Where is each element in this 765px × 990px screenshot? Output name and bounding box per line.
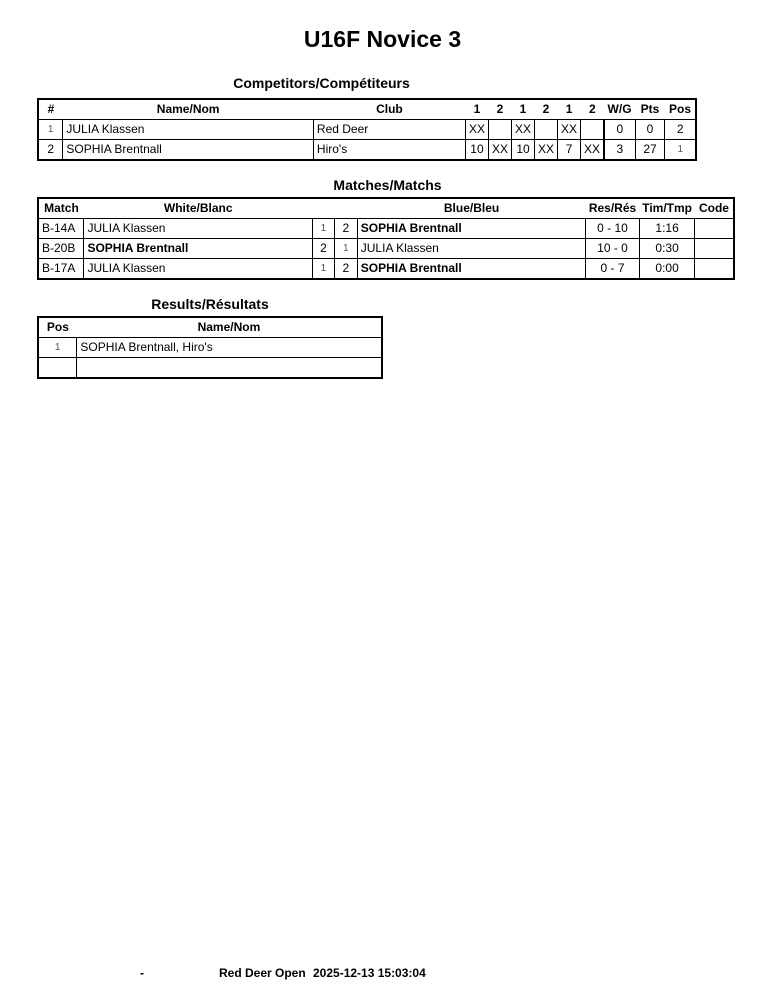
round-score bbox=[535, 120, 558, 140]
col-name: Name/Nom bbox=[77, 317, 382, 338]
competitors-table bbox=[37, 98, 697, 161]
table-row bbox=[38, 140, 696, 161]
match-result: 0 - 10 bbox=[586, 219, 639, 239]
round-score: 10 bbox=[465, 140, 488, 161]
blue-num: 2 bbox=[334, 259, 357, 280]
match-result: 10 - 0 bbox=[586, 239, 639, 259]
footer-event: Red Deer Open bbox=[219, 966, 306, 980]
competitor-wins: 3 bbox=[604, 140, 635, 161]
table-row bbox=[38, 239, 734, 259]
col-r4: 2 bbox=[535, 99, 558, 120]
white-num: 1 bbox=[313, 219, 335, 239]
result-name: SOPHIA Brentnall, Hiro's bbox=[77, 338, 382, 358]
competitor-num: 2 bbox=[38, 140, 63, 161]
competitor-pos: 2 bbox=[665, 120, 696, 140]
col-r5: 1 bbox=[558, 99, 581, 120]
result-name bbox=[77, 358, 382, 379]
col-pos: Pos bbox=[665, 99, 696, 120]
competitor-name: SOPHIA Brentnall bbox=[63, 140, 314, 161]
match-time: 0:00 bbox=[639, 259, 695, 280]
col-pos: Pos bbox=[38, 317, 77, 338]
matches-header-row bbox=[38, 198, 734, 219]
competitor-wins: 0 bbox=[604, 120, 635, 140]
footer-datetime: 2025-12-13 15:03:04 bbox=[313, 966, 426, 980]
competitor-pts: 0 bbox=[635, 120, 665, 140]
col-wins: W/G bbox=[604, 99, 635, 120]
col-white: White/Blanc bbox=[84, 198, 313, 219]
round-score: XX bbox=[488, 140, 511, 161]
round-score: XX bbox=[512, 120, 535, 140]
competitor-pts: 27 bbox=[635, 140, 665, 161]
table-row bbox=[38, 219, 734, 239]
blue-name: JULIA Klassen bbox=[357, 239, 586, 259]
table-row bbox=[38, 259, 734, 280]
round-score: XX bbox=[558, 120, 581, 140]
match-code bbox=[695, 239, 734, 259]
competitor-club: Hiro's bbox=[313, 140, 465, 161]
results-table bbox=[37, 316, 383, 379]
match-time: 1:16 bbox=[639, 219, 695, 239]
col-r3: 1 bbox=[512, 99, 535, 120]
round-score: 7 bbox=[558, 140, 581, 161]
results-heading: Results/Résultats bbox=[151, 296, 269, 312]
page-title: U16F Novice 3 bbox=[303, 26, 462, 52]
blue-num: 1 bbox=[334, 239, 357, 259]
blue-name: SOPHIA Brentnall bbox=[357, 259, 586, 280]
blue-name: SOPHIA Brentnall bbox=[357, 219, 586, 239]
competitors-heading: Competitors/Compétiteurs bbox=[233, 75, 410, 91]
round-score bbox=[581, 120, 605, 140]
result-pos: 1 bbox=[38, 338, 77, 358]
result-pos bbox=[38, 358, 77, 379]
col-pts: Pts bbox=[635, 99, 665, 120]
match-code bbox=[695, 259, 734, 280]
col-blue: Blue/Bleu bbox=[357, 198, 586, 219]
white-name: SOPHIA Brentnall bbox=[84, 239, 313, 259]
col-r2: 2 bbox=[488, 99, 511, 120]
matches-heading: Matches/Matchs bbox=[333, 177, 442, 193]
table-row bbox=[38, 338, 382, 358]
competitor-num: 1 bbox=[38, 120, 63, 140]
match-result: 0 - 7 bbox=[586, 259, 639, 280]
round-score: XX bbox=[465, 120, 488, 140]
white-name: JULIA Klassen bbox=[84, 259, 313, 280]
competitor-club: Red Deer bbox=[313, 120, 465, 140]
col-num: # bbox=[38, 99, 63, 120]
round-score: 10 bbox=[512, 140, 535, 161]
col-code: Code bbox=[695, 198, 734, 219]
competitor-name: JULIA Klassen bbox=[63, 120, 314, 140]
match-id: B-17A bbox=[38, 259, 84, 280]
results-header-row bbox=[38, 317, 382, 338]
match-code bbox=[695, 219, 734, 239]
round-score: XX bbox=[581, 140, 605, 161]
table-row bbox=[38, 358, 382, 379]
col-match: Match bbox=[38, 198, 84, 219]
white-num: 1 bbox=[313, 259, 335, 280]
col-club: Club bbox=[313, 99, 465, 120]
match-time: 0:30 bbox=[639, 239, 695, 259]
col-time: Tim/Tmp bbox=[639, 198, 695, 219]
white-num: 2 bbox=[313, 239, 335, 259]
col-r6: 2 bbox=[581, 99, 605, 120]
footer-dash: - bbox=[140, 966, 144, 980]
matches-table bbox=[37, 197, 735, 280]
match-id: B-20B bbox=[38, 239, 84, 259]
col-r1: 1 bbox=[465, 99, 488, 120]
competitor-pos: 1 bbox=[665, 140, 696, 161]
match-id: B-14A bbox=[38, 219, 84, 239]
col-name: Name/Nom bbox=[63, 99, 314, 120]
white-name: JULIA Klassen bbox=[84, 219, 313, 239]
competitors-header-row bbox=[38, 99, 696, 120]
round-score: XX bbox=[535, 140, 558, 161]
table-row bbox=[38, 120, 696, 140]
round-score bbox=[488, 120, 511, 140]
col-res: Res/Rés bbox=[586, 198, 639, 219]
blue-num: 2 bbox=[334, 219, 357, 239]
